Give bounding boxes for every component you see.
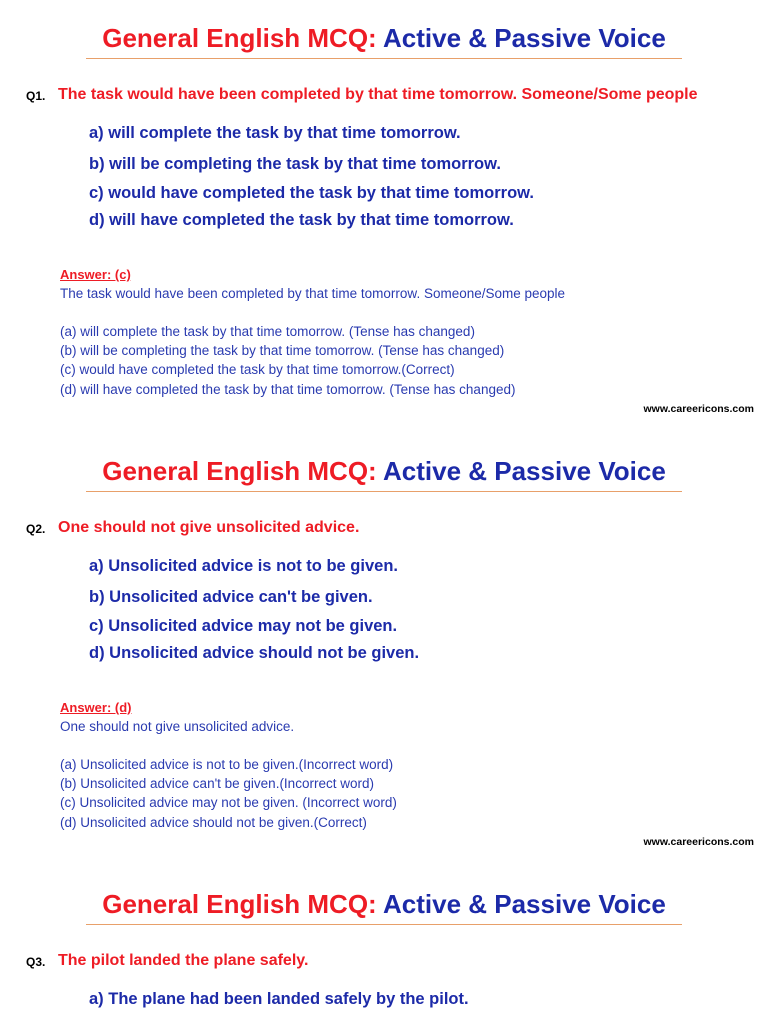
title-underline xyxy=(86,58,682,59)
explanation-d: (d) Unsolicited advice should not be given.(Correct) xyxy=(60,815,367,830)
title-underline xyxy=(86,924,682,925)
page-title xyxy=(0,886,768,922)
title-underline xyxy=(86,491,682,492)
page-title xyxy=(0,453,768,489)
explanation-a: (a) Unsolicited advice is not to be given.(Incorrect word) xyxy=(60,757,394,772)
source-footer: www.careericons.com xyxy=(643,836,754,848)
option-c: c) would have completed the task by that time tomorrow. xyxy=(89,184,534,202)
option-b: b) Unsolicited advice can't be given. xyxy=(89,588,373,606)
explanation-c: (c) Unsolicited advice may not be given. (Incorrect word) xyxy=(60,795,397,810)
title-topic: Active & Passive Voice xyxy=(382,23,666,53)
title-prefix: General English MCQ: xyxy=(102,889,377,919)
title-prefix: General English MCQ: xyxy=(102,23,377,53)
question-text: The pilot landed the plane safely. xyxy=(58,952,309,969)
question-number: Q2. xyxy=(26,522,46,536)
question-section-1 xyxy=(0,0,768,433)
explanation-c: (c) would have completed the task by that time tomorrow.(Correct) xyxy=(60,362,455,377)
option-d: d) will have completed the task by that time tomorrow. xyxy=(89,211,514,229)
answer-label: Answer: (d) xyxy=(60,700,132,715)
explanation-b: (b) Unsolicited advice can't be given.(Incorrect word) xyxy=(60,776,374,791)
option-c: c) Unsolicited advice may not be given. xyxy=(89,617,398,635)
option-a: a) will complete the task by that time tomorrow. xyxy=(89,124,461,142)
option-b: b) will be completing the task by that time tomorrow. xyxy=(89,155,501,173)
title-topic: Active & Passive Voice xyxy=(382,456,666,486)
question-section-3 xyxy=(0,866,768,1024)
answer-question: One should not give unsolicited advice. xyxy=(60,719,295,734)
page-title xyxy=(0,20,768,56)
explanation-a: (a) will complete the task by that time tomorrow. (Tense has changed) xyxy=(60,324,475,339)
explanation-b: (b) will be completing the task by that time tomorrow. (Tense has changed) xyxy=(60,343,505,358)
question-text: The task would have been completed by that time tomorrow. Someone/Some people xyxy=(58,86,698,103)
option-a: a) Unsolicited advice is not to be given. xyxy=(89,557,398,575)
title-prefix: General English MCQ: xyxy=(102,456,377,486)
answer-question: The task would have been completed by that time tomorrow. Someone/Some people xyxy=(60,286,566,301)
question-number: Q1. xyxy=(26,89,46,103)
option-a: a) The plane had been landed safely by the pilot. xyxy=(89,990,469,1008)
question-number: Q3. xyxy=(26,955,46,969)
option-d: d) Unsolicited advice should not be given. xyxy=(89,644,420,662)
source-footer: www.careericons.com xyxy=(643,403,754,415)
question-text: One should not give unsolicited advice. xyxy=(58,519,360,536)
answer-label: Answer: (c) xyxy=(60,267,131,282)
explanation-d: (d) will have completed the task by that time tomorrow. (Tense has changed) xyxy=(60,382,516,397)
title-topic: Active & Passive Voice xyxy=(382,889,666,919)
question-section-2 xyxy=(0,433,768,866)
